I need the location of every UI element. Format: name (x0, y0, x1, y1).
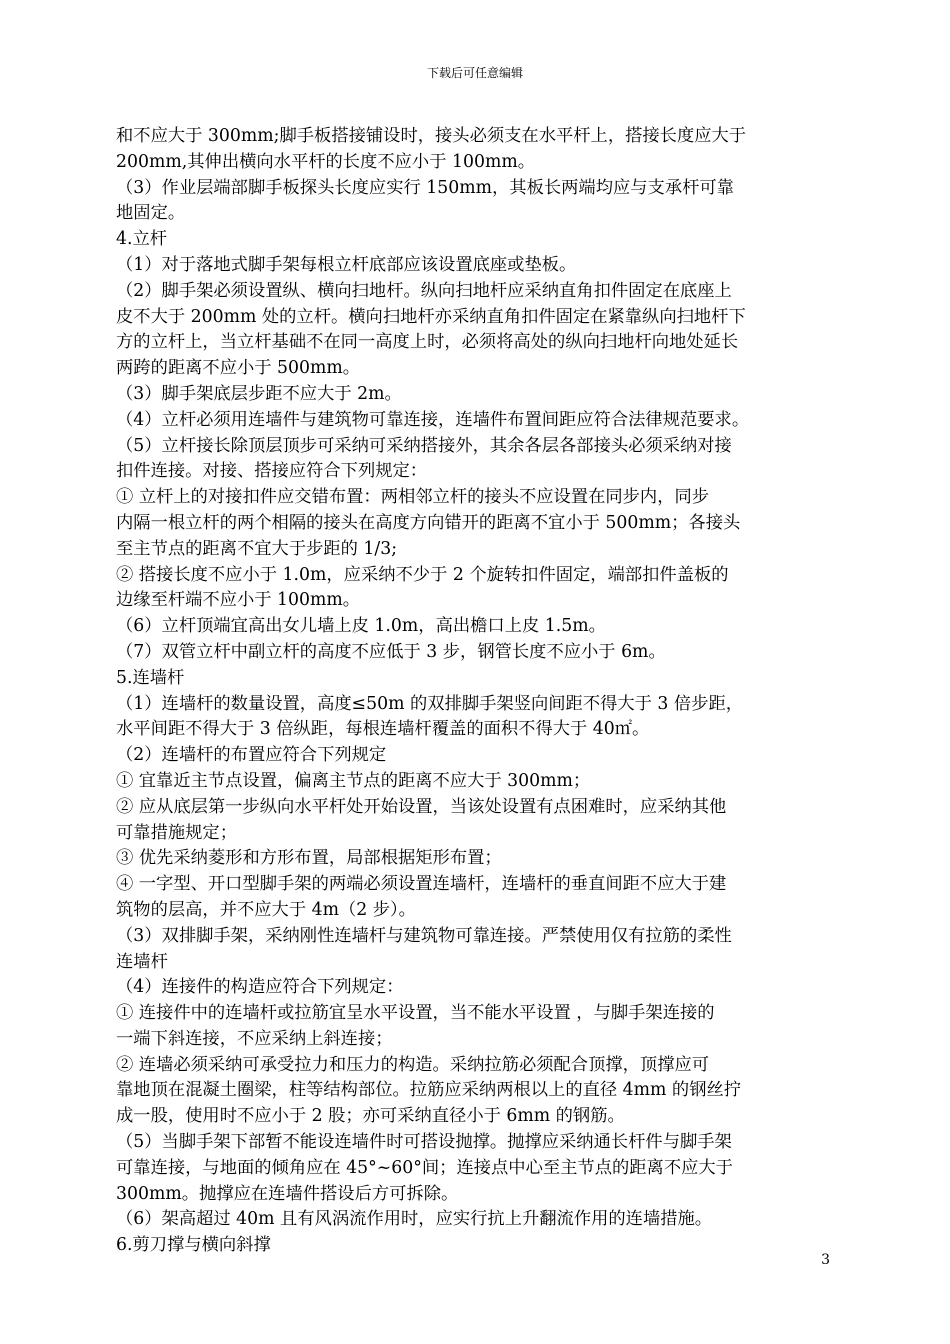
text-line: （6）立杆顶端宜高出女儿墙上皮 1.0m，高出檐口上皮 1.5m。 (116, 616, 606, 637)
text-line: ② 应从底层第一步纵向水平杆处开始设置，当该处设置有点困难时，应采纳其他 (116, 796, 727, 817)
text-line: （3）脚手架底层步距不应大于 2m。 (116, 383, 402, 404)
text-line: 6.剪刀撑与横向斜撑 (116, 1235, 271, 1256)
text-line: 水平间距不得大于 3 倍纵距，每根连墙杆覆盖的面积不得大于 40㎡。 (116, 719, 650, 740)
text-line: ③ 优先采纳菱形和方形布置，局部根据矩形布置； (116, 848, 502, 869)
text-line: 两跨的距离不应小于 500mm。 (116, 358, 361, 379)
text-line: ① 立杆上的对接扣件应交错布置：两相邻立杆的接头不应设置在同步内，同步 (116, 487, 710, 508)
text-line: 筑物的层高，并不应大于 4m（2 步）。 (116, 899, 416, 920)
text-line: （7）双管立杆中副立杆的高度不应低于 3 步，钢管长度不应小于 6m。 (116, 641, 666, 662)
text-line: 300mm。抛撑应在连墙件搭设后方可拆除。 (116, 1183, 459, 1204)
text-line: 内隔一根立杆的两个相隔的接头在高度方向错开的距离不宜小于 500mm；各接头 (116, 512, 741, 533)
text-line: 连墙杆 (116, 951, 168, 972)
text-line: 边缘至杆端不应小于 100mm。 (116, 590, 361, 611)
text-line: 靠地顶在混凝土圈梁，柱等结构部位。拉筋应采纳两根以上的直径 4mm 的钢丝拧 (116, 1080, 742, 1101)
text-line: ② 连墙必须采纳可承受拉力和压力的构造。采纳拉筋必须配合顶撑，顶撑应可 (116, 1054, 710, 1075)
text-line: 至主节点的距离不宜大于步距的 1/3; (116, 538, 398, 559)
text-line: （3）双排脚手架，采纳刚性连墙杆与建筑物可靠连接。严禁使用仅有拉筋的柔性 (116, 925, 732, 946)
text-line: （5）当脚手架下部暂不能设连墙件时可搭设抛撑。抛撑应采纳通长杆件与脚手架 (116, 1132, 732, 1153)
text-line: （1）连墙杆的数量设置，高度≤50m 的双排脚手架竖向间距不得大于 3 倍步距， (116, 693, 744, 714)
text-line: ① 宜靠近主节点设置，偏离主节点的距离不应大于 300mm； (116, 770, 591, 791)
text-line: 可靠连接，与地面的倾角应在 45°~60°间；连接点中心至主节点的距离不应大于 (116, 1157, 733, 1178)
text-line: （4）连接件的构造应符合下列规定： (116, 977, 404, 998)
text-line: ④ 一字型、开口型脚手架的两端必须设置连墙杆，连墙杆的垂直间距不应大于建 (116, 874, 727, 895)
text-line: （5）立杆接长除顶层顶步可采纳可采纳搭接外，其余各层各部接头必须采纳对接 (116, 435, 732, 456)
text-line: 一端下斜连接，不应采纳上斜连接； (116, 1028, 393, 1049)
text-line: （6）架高超过 40m 且有风涡流作用时，应实行抗上升翻流作用的连墙措施。 (116, 1209, 713, 1230)
page-header: 下载后可任意编辑 (426, 66, 523, 80)
text-line: 地固定。 (116, 203, 186, 224)
text-line: 4.立杆 (116, 229, 168, 250)
text-line: （1）对于落地式脚手架每根立杆底部应该设置底座或垫板。 (116, 254, 577, 275)
text-line: （3）作业层端部脚手板探头长度应实行 150mm，其板长两端均应与支承杆可靠 (116, 177, 734, 198)
text-line: （4）立杆必须用连墙件与建筑物可靠连接，连墙件布置间距应符合法律规范要求。 (116, 409, 750, 430)
text-line: （2）连墙杆的布置应符合下列规定 (116, 745, 387, 766)
document-body (116, 124, 836, 1259)
text-line: ② 搭接长度不应小于 1.0m，应采纳不少于 2 个旋转扣件固定，端部扣件盖板的 (116, 564, 729, 585)
text-line: 成一股，使用时不应小于 2 股；亦可采纳直径小于 6mm 的钢筋。 (116, 1106, 625, 1127)
text-line: 和不应大于 300mm;脚手板搭接铺设时，接头必须支在水平杆上，搭接长度应大于 (116, 126, 747, 146)
text-line: 皮不大于 200mm 处的立杆。横向扫地杆亦采纳直角扣件固定在紧靠纵向扫地杆下 (116, 306, 746, 327)
text-line: 5.连墙杆 (116, 667, 185, 688)
text-line: 方的立杆上，当立杆基础不在同一高度上时，必须将高处的纵向扫地杆向地处延长 (116, 332, 739, 353)
page-number: 3 (821, 1252, 830, 1268)
text-line: 可靠措施规定； (116, 822, 237, 843)
text-line: 200mm,其伸出横向水平杆的长度不应小于 100mm。 (116, 151, 536, 172)
text-line: （2）脚手架必须设置纵、横向扫地杆。纵向扫地杆应采纳直角扣件固定在底座上 (116, 280, 732, 301)
text-line: ① 连接件中的连墙杆或拉筋宜呈水平设置，当不能水平设置 ，与脚手架连接的 (116, 1003, 715, 1024)
text-line: 扣件连接。对接、搭接应符合下列规定： (116, 461, 428, 482)
